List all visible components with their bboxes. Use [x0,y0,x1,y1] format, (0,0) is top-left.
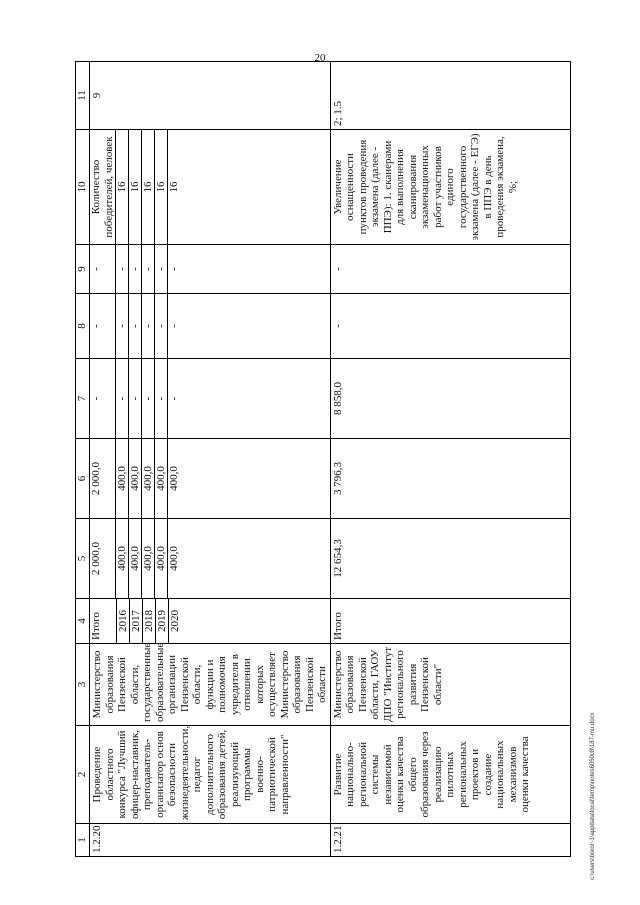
executor: Министерство образования Пензенской области, ГАОУ ДПО "Институт регионального развития Пензенской области" [330,644,570,726]
indicator-2017: 16 [128,130,141,244]
col-header-7: 7 [76,359,90,439]
col-header-1: 1 [76,824,90,857]
col-header-11: 11 [76,62,90,130]
col9-cell [90,245,331,294]
col-header-6: 6 [76,439,90,519]
col7-total: - [90,396,102,401]
period-cell [90,599,331,644]
col-header-4: 4 [76,599,90,644]
col7-2016: - [115,359,128,438]
col7-cell [90,359,331,439]
col5-2020: 400,0 [167,519,180,598]
col7-2017: - [128,359,141,438]
col8-total: - [330,294,570,359]
col5-cell [90,519,331,599]
col9-total: - [90,267,102,271]
indicator-2016: 16 [115,130,128,244]
col-header-9: 9 [76,245,90,294]
reference: 9 [90,62,331,130]
reference: 2; 1.5 [330,62,570,130]
table-row [330,62,570,857]
col6-2019: 400,0 [154,439,167,518]
col9-total: - [330,245,570,294]
total-label: Итого [330,599,570,644]
year-2018: 2018 [142,599,155,643]
col5-2017: 400,0 [128,519,141,598]
col9-2019: - [154,245,167,293]
page-number: 20 [314,52,326,64]
col8-2018: - [141,294,154,358]
executor: Министерство образования Пензенской области, государственные образовательные организации Пензенской области, функции и полномочия учредителя в отношении которых осуществляет Министерство образования Пензенской области [90,644,331,726]
program-table [75,61,571,857]
activity-name: Развитие национально-региональной системы независимой оценки качества общего образования через реализацию пилотных региональных проектов и создание национальных механизмов оценки качества [330,726,570,824]
col6-2020: 400,0 [167,439,180,518]
col9-2020: - [167,245,180,293]
row-number: 1.2.20 [90,824,331,857]
col-header-8: 8 [76,294,90,359]
row-number: 1.2.21 [330,824,570,857]
col8-2017: - [128,294,141,358]
col9-2017: - [128,245,141,293]
indicator-text: Увеличение оснащенности пунктов проведения экзамена (далее - ППЭ): 1. сканерами для выполнения сканирования экзаменационных работ участников единого государственного экзамена (далее - ЕГЭ) в ППЭ в день проведения экзамена, %; [330,130,570,245]
col-header-10: 10 [76,130,90,245]
year-2020: 2020 [168,599,181,643]
col8-2019: - [154,294,167,358]
col6-2018: 400,0 [141,439,154,518]
year-2016: 2016 [116,599,129,643]
col7-2018: - [141,359,154,438]
col5-2018: 400,0 [141,519,154,598]
col9-2016: - [115,245,128,293]
col-header-2: 2 [76,726,90,824]
indicator-2019: 16 [154,130,167,244]
indicator-2018: 16 [141,130,154,244]
rotated-table-area [75,62,595,857]
year-2017: 2017 [129,599,142,643]
indicator-2020: 16 [167,130,180,244]
table-row [90,62,331,857]
col5-2019: 400,0 [154,519,167,598]
col8-cell [90,294,331,359]
header-row [76,62,90,857]
indicator-text: Количество победителей, человек [90,136,115,238]
col6-cell [90,439,331,519]
col5-total: 12 654,3 [330,519,570,599]
col5-2016: 400,0 [115,519,128,598]
indicator-cell [90,130,331,245]
col6-total: 2 000,0 [90,462,102,495]
col7-2019: - [154,359,167,438]
activity-name: Проведение областного конкурса "Лучший офицер-наставник, преподаватель-организатор основ безопасности жизнедеятельности, педагог дополнительного образования детей, реализующий программы военно-патриотической направленности" [90,726,331,824]
col6-2017: 400,0 [128,439,141,518]
col6-2016: 400,0 [115,439,128,518]
col-header-5: 5 [76,519,90,599]
col7-2020: - [167,359,180,438]
col-header-3: 3 [76,644,90,726]
col8-total: - [90,324,102,328]
col9-2018: - [141,245,154,293]
footer-file-path: c:\users\borol~1\appdata\local\temp\notes6050c8\187-mu.docx [590,712,596,880]
col8-2016: - [115,294,128,358]
col8-2020: - [167,294,180,358]
col5-total: 2 000,0 [90,542,102,575]
year-2019: 2019 [155,599,168,643]
col7-total: 8 858,0 [330,359,570,439]
total-label: Итого [90,612,102,640]
col6-total: 3 796,3 [330,439,570,519]
